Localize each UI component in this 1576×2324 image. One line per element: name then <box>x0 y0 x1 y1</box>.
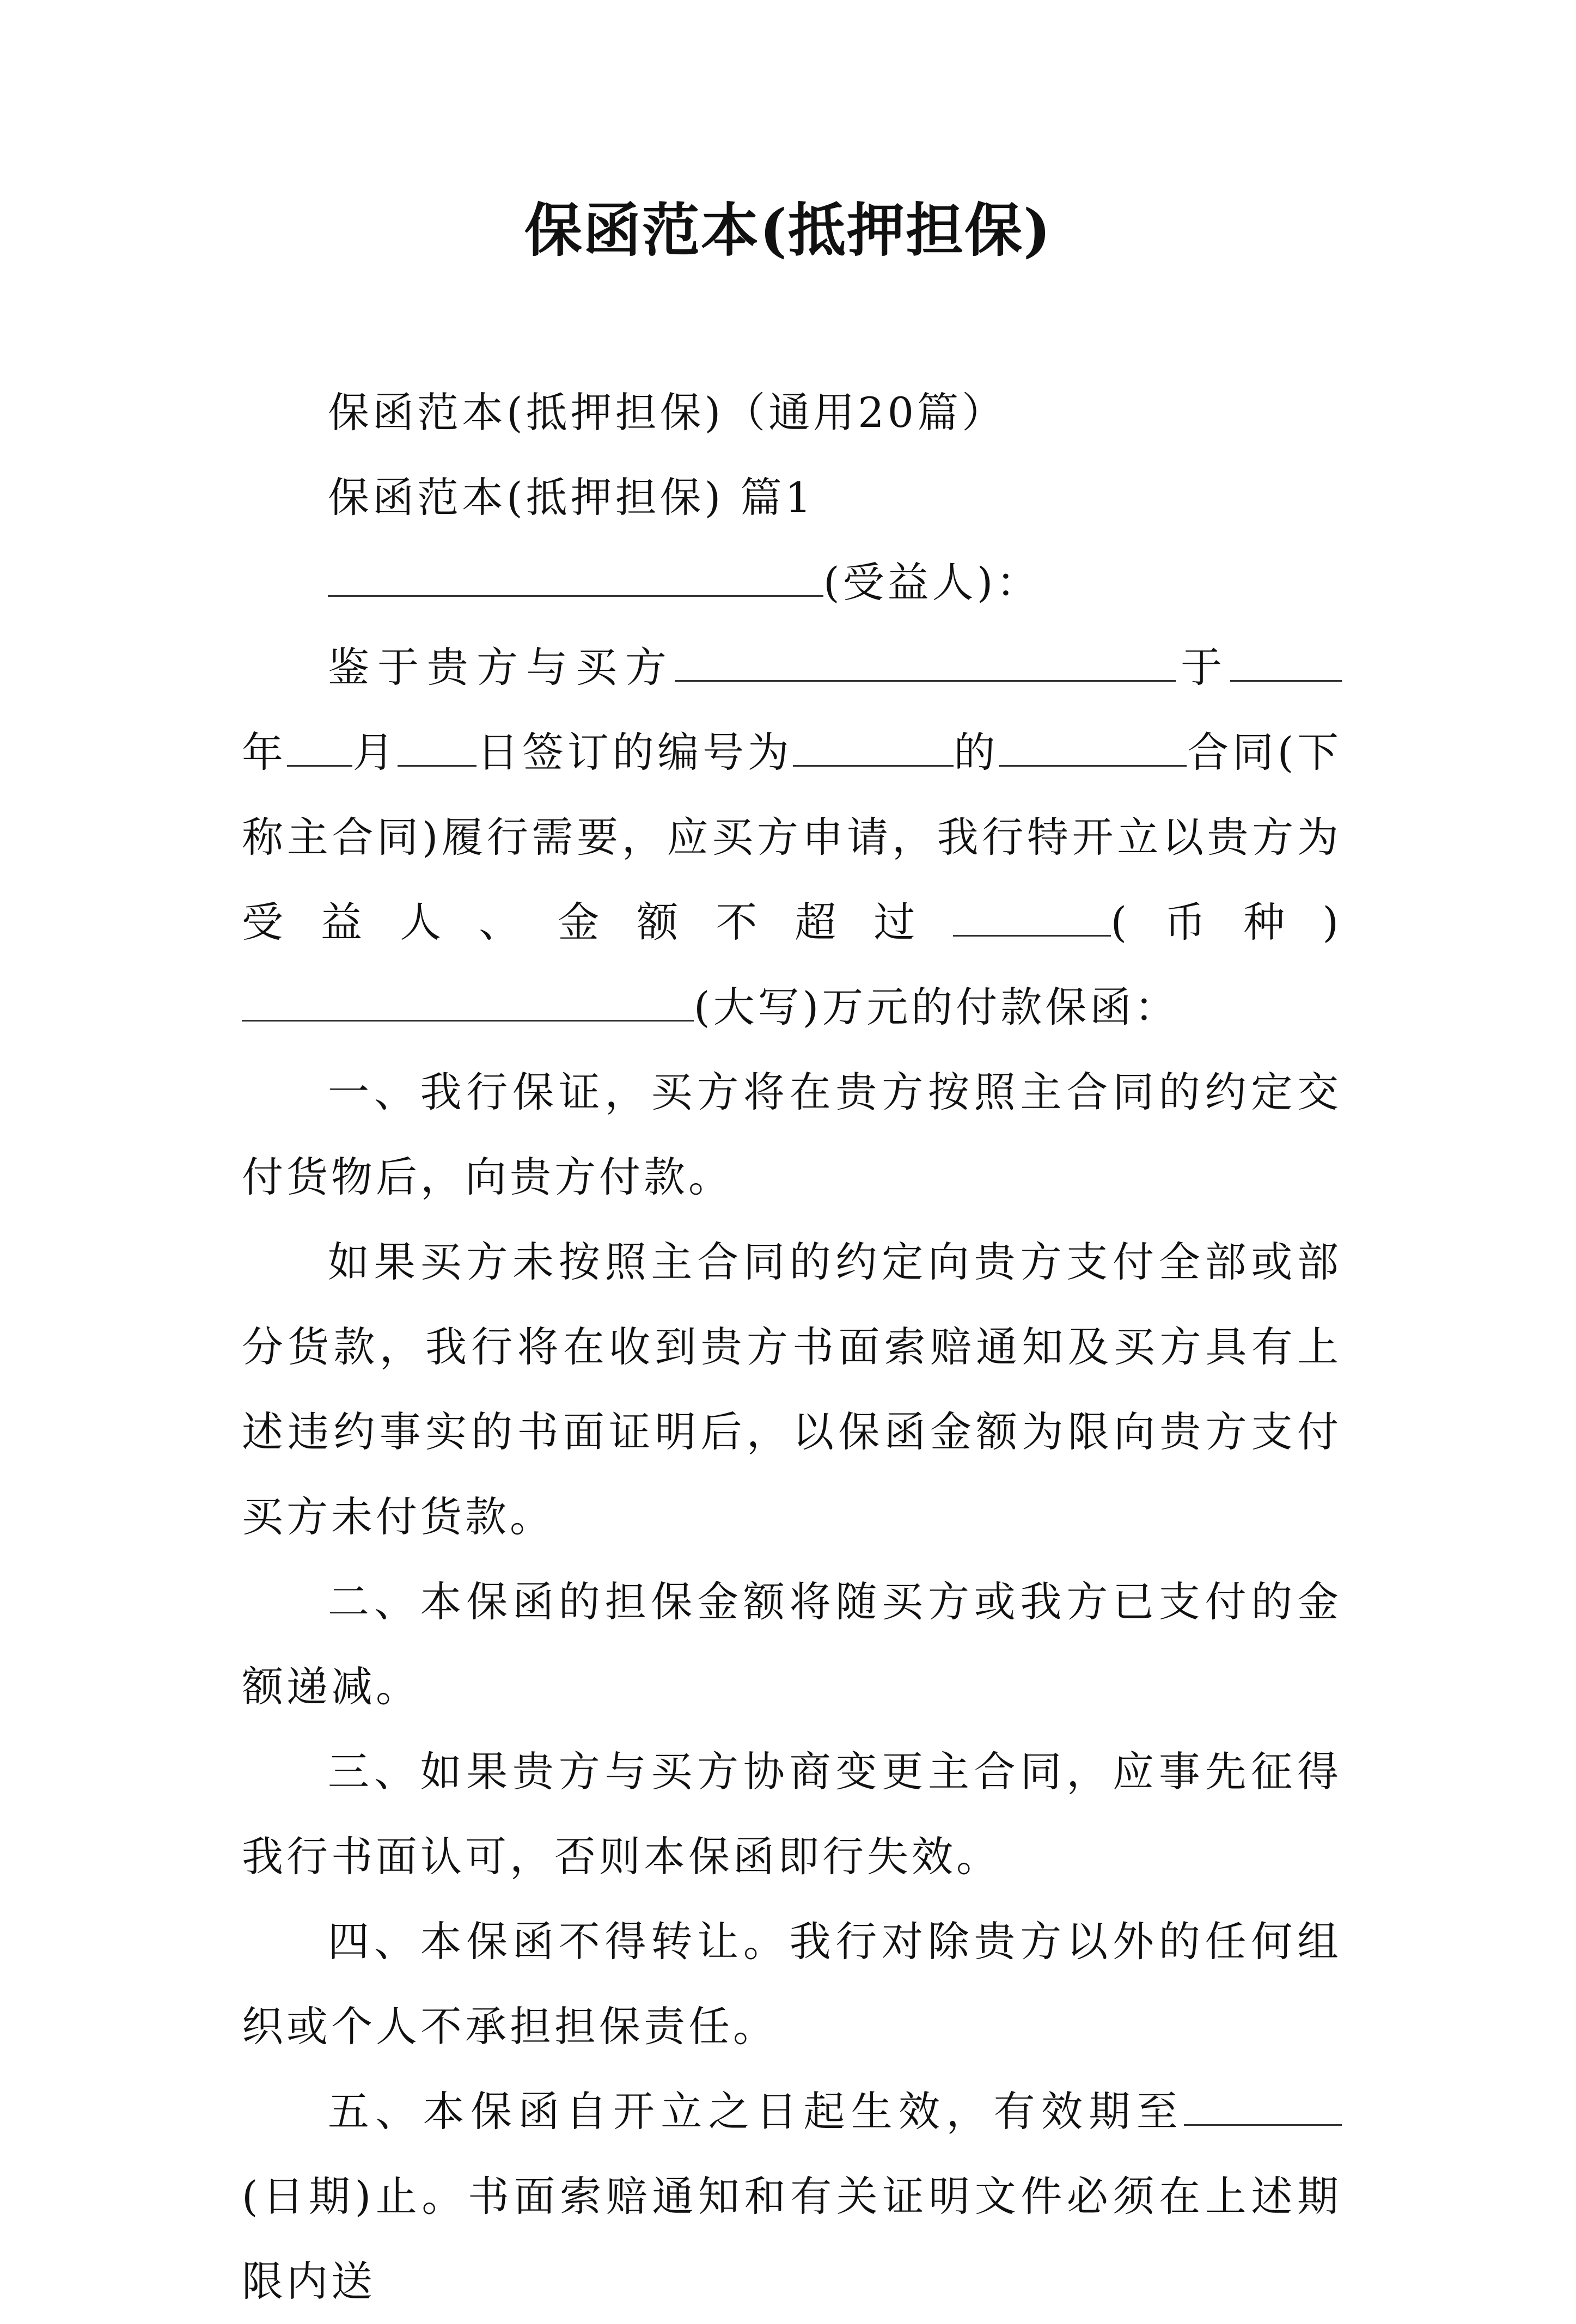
contract-number-blank[interactable] <box>793 728 954 767</box>
preamble-text-2: 于 <box>1176 643 1230 692</box>
document-title: 保函范本(抵押担保) <box>524 196 1052 264</box>
subtitle-line: 保函范本(抵押担保)（通用20篇） <box>328 388 1007 437</box>
expiry-date-blank[interactable] <box>1184 2087 1342 2126</box>
amount-uppercase-blank[interactable] <box>242 983 694 1022</box>
paragraph-preamble <box>242 625 1342 1050</box>
preamble-text-5: 日签订的编号为 <box>477 728 793 776</box>
clause-5-text-2: (日期)止。书面索赔通知和有关证明文件必须在上述期限内送 <box>242 2172 1342 2305</box>
beneficiary-line <box>242 540 1342 625</box>
contract-name-blank[interactable] <box>999 728 1187 767</box>
preamble-text-9: (大写)万元的付款保函： <box>694 983 1180 1031</box>
amount-blank[interactable] <box>953 898 1111 937</box>
preamble-text-7: 合同(下称主合同)履行需要，应买方申请，我行特开立以贵方为受益人、金额不超过 <box>242 728 1342 946</box>
day-blank[interactable] <box>398 728 477 767</box>
buyer-blank[interactable] <box>675 643 1176 682</box>
preamble-text-8: (币种) <box>1110 898 1342 946</box>
clause-2: 二、本保函的担保金额将随买方或我方已支付的金额递减。 <box>242 1577 1342 1711</box>
preamble-text-1: 鉴于贵方与买方 <box>328 643 675 692</box>
clause-1-detail: 如果买方未按照主合同的约定向贵方支付全部或部分货款，我行将在收到贵方书面索赔通知及买方具有上述违约事实的书面证明后，以保函金额为限向贵方支付买方未付货款。 <box>242 1238 1342 1541</box>
preamble-text-3: 年 <box>242 728 287 776</box>
document-body <box>242 370 1342 2324</box>
beneficiary-suffix: (受益人)： <box>823 558 1041 607</box>
clause-4: 四、本保函不得转让。我行对除贵方以外的任何组织或个人不承担担保责任。 <box>242 1917 1342 2051</box>
clause-5 <box>242 2069 1342 2324</box>
preamble-text-4: 月 <box>352 728 398 776</box>
section-heading: 保函范本(抵押担保) 篇1 <box>328 473 815 522</box>
month-blank[interactable] <box>287 728 352 767</box>
year-blank[interactable] <box>1230 643 1342 682</box>
clause-1: 一、我行保证，买方将在贵方按照主合同的约定交付货物后，向贵方付款。 <box>242 1068 1342 1201</box>
clause-5-text-1: 五、本保函自开立之日起生效，有效期至 <box>328 2087 1184 2136</box>
clause-3: 三、如果贵方与买方协商变更主合同，应事先征得我行书面认可，否则本保函即行失效。 <box>242 1747 1342 1881</box>
beneficiary-blank[interactable] <box>328 558 823 597</box>
preamble-text-6: 的 <box>953 728 999 776</box>
